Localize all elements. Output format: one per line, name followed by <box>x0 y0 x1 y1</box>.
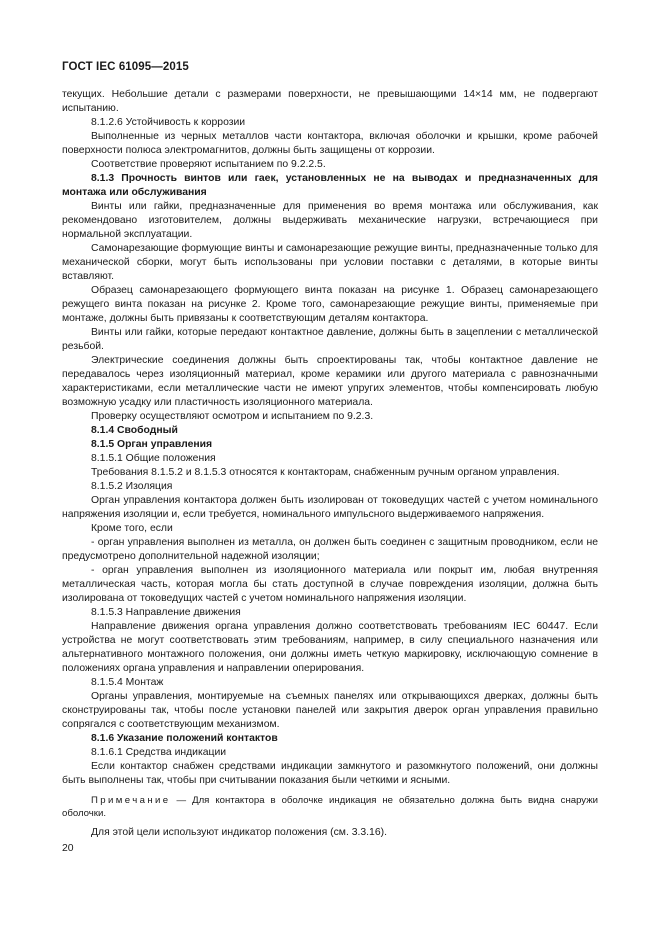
paragraph: Проверку осуществляют осмотром и испытанием по 9.2.3. <box>91 411 374 422</box>
paragraph: Электрические соединения должны быть спроектированы так, чтобы контактное давление не передавалось через изоляционный материал, кроме керамики или другого материала с равнозначными характеристиками, если металлические части не имеют упругих элементов, чтобы компенсировать любую возможную усадку или пластичность изоляционного материала. <box>62 355 598 408</box>
list-item: - орган управления выполнен из изоляционного материала или покрыт им, любая внутренняя металлическая часть, которая могла бы стать доступной в случае повреждения изоляции, должна быть изолирована от токоведущих частей с учетом номинального напряжения изоляции. <box>62 565 598 604</box>
clause-heading: 8.1.5.1 Общие положения <box>91 453 216 464</box>
section-heading: 8.1.6 Указание положений контактов <box>91 733 278 744</box>
note-label: Примечание <box>91 795 171 806</box>
paragraph: Органы управления, монтируемые на съемных панелях или открывающихся дверках, должны быть сконструированы так, чтобы после установки панелей или закрытия дверок орган управления правильно сопрягался с соответствующим механизмом. <box>62 691 598 730</box>
paragraph: Винты или гайки, предназначенные для применения во время монтажа или обслуживания, как рекомендовано изготовителем, должны выдерживать механические нагрузки, встречающиеся при нормальной эксплуатации. <box>62 201 598 240</box>
paragraph: текущих. Небольшие детали с размерами поверхности, не превышающими 14×14 мм, не подвергают испытанию. <box>62 89 598 114</box>
paragraph: Орган управления контактора должен быть изолирован от токоведущих частей с учетом номинального напряжения изоляции и, если требуется, номинального импульсного выдерживаемого напряжения. <box>62 495 598 520</box>
paragraph: Для этой цели используют индикатор положения (см. 3.3.16). <box>91 827 387 838</box>
note <box>62 794 598 820</box>
clause-heading: 8.1.5.4 Монтаж <box>91 677 164 688</box>
document-header: ГОСТ IEC 61095—2015 <box>62 61 189 73</box>
paragraph: Требования 8.1.5.2 и 8.1.5.3 относятся к контакторам, снабженным ручным органом управления. <box>91 467 560 478</box>
paragraph: Выполненные из черных металлов части контактора, включая оболочки и крышки, кроме рабочей поверхности полюса электромагнитов, должны быть защищены от коррозии. <box>62 131 598 156</box>
paragraph: Соответствие проверяют испытанием по 9.2.2.5. <box>91 159 326 170</box>
paragraph: Винты или гайки, которые передают контактное давление, должны быть в зацеплении с металлической резьбой. <box>62 327 598 352</box>
paragraph: Направление движения органа управления должно соответствовать требованиям IEC 60447. Если устройства не могут соответствовать этим требованиям, например, в силу специального назначения или альтернативного монтажного положения, они должны иметь четкую маркировку, исключающую сомнение в положениях органа управления и направлении оперирования. <box>62 621 598 674</box>
clause-heading: 8.1.5.2 Изоляция <box>91 481 173 492</box>
paragraph: Кроме того, если <box>91 523 173 534</box>
clause-heading: 8.1.6.1 Средства индикации <box>91 747 227 758</box>
document-body <box>62 88 598 840</box>
paragraph: Образец самонарезающего формующего винта показан на рисунке 1. Образец самонарезающего режущего винта показан на рисунке 2. Кроме того, самонарезающие режущие винты, применяемые при монтаже, должны быть привязаны к соответствующим деталям контактора. <box>62 285 598 324</box>
section-heading: 8.1.3 Прочность винтов или гаек, установленных не на выводах и предназначенных для монтажа или обслуживания <box>62 173 598 198</box>
paragraph: Если контактор снабжен средствами индикации замкнутого и разомкнутого положений, они должны быть выполнены так, чтобы при считывании показания были четкими и ясными. <box>62 761 598 786</box>
note-text: — Для контактора в оболочке индикация не обязательно должна быть видна снаружи оболочки. <box>62 795 598 819</box>
page-number: 20 <box>62 843 74 854</box>
clause-heading: 8.1.2.6 Устойчивость к коррозии <box>91 117 246 128</box>
section-heading: 8.1.5 Орган управления <box>91 439 213 450</box>
list-item: - орган управления выполнен из металла, он должен быть соединен с защитным проводником, если не предусмотрено дополнительной надежной изоляции; <box>62 537 598 562</box>
section-heading: 8.1.4 Свободный <box>91 425 178 436</box>
clause-heading: 8.1.5.3 Направление движения <box>91 607 241 618</box>
paragraph: Самонарезающие формующие винты и самонарезающие режущие винты, предназначенные только для механической сборки, могут быть использованы при условии поставки с деталями, в которые винты вставляют. <box>62 243 598 282</box>
